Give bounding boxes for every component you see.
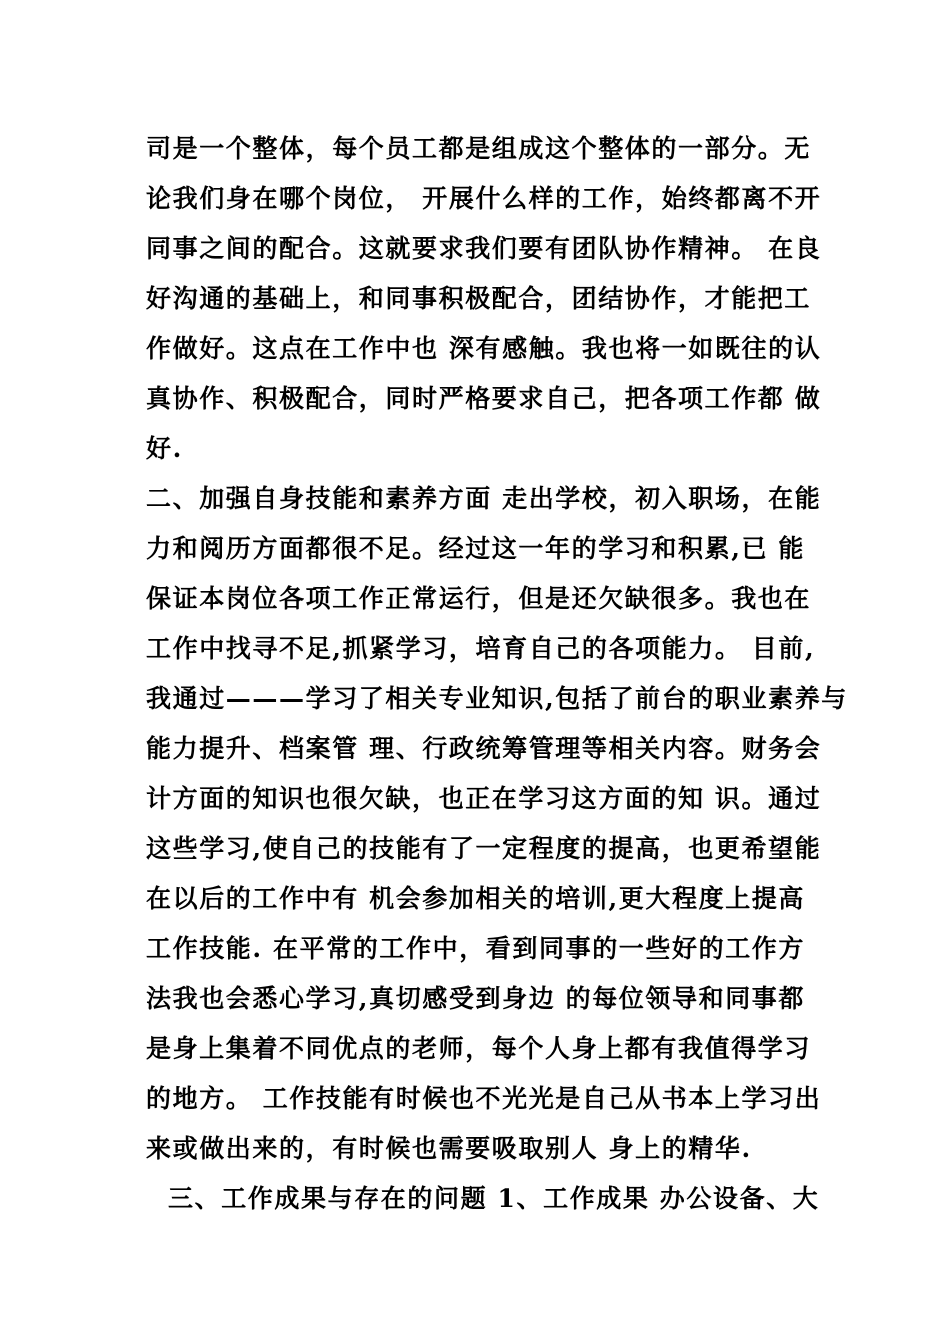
text-line: 保证本岗位各项工作正常运行，但是还欠缺很多。我也在 xyxy=(146,584,812,613)
text-line: 同事之间的配合。这就要求我们要有团队协作精神。 在良 xyxy=(146,234,822,263)
text-line: 好沟通的基础上，和同事积极配合，团结协作，才能把工 xyxy=(146,284,812,313)
text-line: 工作中找寻不足,抓紧学习，培育自己的各项能力。 目前, xyxy=(146,634,816,663)
text-line: 司是一个整体，每个员工都是组成这个整体的一部分。无 xyxy=(146,134,812,163)
section-heading-line: 二、加强自身技能和素养方面 走出学校，初入职场，在能 xyxy=(146,484,822,513)
text-line: 真协作、积极配合，同时严格要求自己，把各项工作都 做 xyxy=(146,384,822,413)
section-heading-line: 三、工作成果与存在的问题 1、工作成果 办公设备、大 xyxy=(168,1184,820,1213)
text-line: 能力提升、档案管 理、行政统筹管理等相关内容。财务会 xyxy=(146,734,822,763)
text-line: 工作技能. 在平常的工作中，看到同事的一些好的工作方 xyxy=(146,934,806,963)
text-line: 我通过———学习了相关专业知识,包括了前台的职业素养与 xyxy=(146,684,848,713)
text-line: 这些学习,使自己的技能有了一定程度的提高，也更希望能 xyxy=(146,834,822,863)
text-line: 作做好。这点在工作中也 深有感触。我也将一如既往的认 xyxy=(146,334,822,363)
text-line: 是身上集着不同优点的老师，每个人身上都有我值得学习 xyxy=(146,1034,812,1063)
text-line: 好. xyxy=(146,434,183,463)
text-line: 论我们身在哪个岗位， 开展什么样的工作，始终都离不开 xyxy=(146,184,822,213)
text-line: 法我也会悉心学习,真切感受到身边 的每位领导和同事都 xyxy=(146,984,806,1013)
text-line: 来或做出来的，有时候也需要吸取别人 身上的精华. xyxy=(146,1134,752,1163)
body-text xyxy=(146,124,848,1224)
text-line: 的地方。 工作技能有时候也不光光是自己从书本上学习出 xyxy=(146,1084,822,1113)
text-line: 力和阅历方面都很不足。经过这一年的学习和积累,已 能 xyxy=(146,534,806,563)
text-line: 计方面的知识也很欠缺，也正在学习这方面的知 识。通过 xyxy=(146,784,822,813)
text-line: 在以后的工作中有 机会参加相关的培训,更大程度上提高 xyxy=(146,884,806,913)
